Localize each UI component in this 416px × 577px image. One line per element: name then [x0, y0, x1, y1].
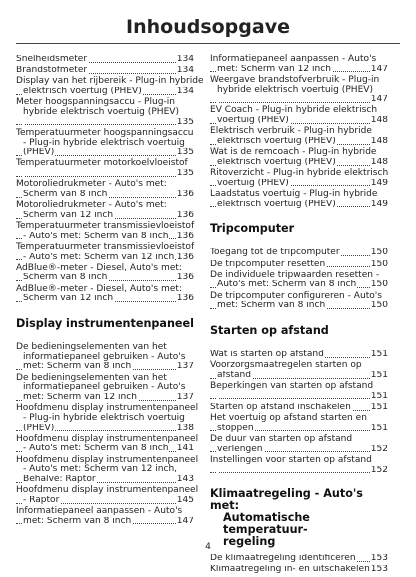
toc-entry-text: (PHEV) [23, 148, 55, 158]
toc-entry[interactable] [210, 106, 388, 125]
toc-entry[interactable] [210, 248, 388, 258]
toc-entry-text: Wat is de remcoach - Plug-in hybride [210, 147, 377, 158]
toc-entry-text: EV Coach - Plug-in hybride elektrisch [210, 105, 378, 116]
toc-entry-text: voertuig (PHEV) [217, 116, 289, 126]
toc-entry-text: Hoofdmenu display instrumentenpaneel [16, 485, 199, 496]
toc-entry-text: afstand [217, 370, 252, 380]
toc-entry-page-number: 148 [370, 137, 388, 146]
toc-entry-page-number: 149 [370, 199, 388, 209]
toc-entry-text: Temperatuurmeter motorkoelvloeistof [16, 158, 188, 169]
toc-entry-text: met: Scherm van 8 inch [217, 301, 326, 311]
toc-entry-text: Ritoverzicht - Plug-in hybride elektrisch [210, 168, 389, 179]
page-number: 4 [205, 542, 211, 552]
toc-entry-page-number: 150 [370, 259, 388, 269]
toc-group-trip [210, 248, 388, 311]
section-heading-climate [210, 488, 388, 548]
toc-entry-text: Motoroliedrukmeter - Auto's met: [16, 179, 167, 190]
title-divider [16, 43, 400, 44]
toc-entry-text: Elektrisch verbruik - Plug-in hybride [210, 126, 372, 137]
toc-entry[interactable] [210, 414, 388, 433]
toc-entry-text: Scherm van 8 inch [23, 189, 108, 199]
toc-entry-text: - Raptor [23, 495, 60, 505]
toc-entry-text: - Auto's met: Scherm van 8 inch [23, 231, 169, 241]
toc-entry-page-number: 143 [176, 474, 194, 484]
toc-entry-text: hybride elektrisch voertuig (PHEV) [217, 84, 374, 95]
toc-entry-text: De klimaatregeling identificeren [210, 554, 356, 564]
toc-entry-page-number: 136 [176, 294, 194, 304]
toc-entry[interactable] [16, 403, 199, 433]
toc-entry[interactable] [210, 55, 388, 74]
toc-entry-text: elektrisch voertuig (PHEV) [217, 137, 336, 146]
toc-group-gauges [16, 55, 204, 304]
toc-entry-text: Scherm van 8 inch [23, 273, 108, 283]
toc-entry[interactable] [210, 148, 388, 167]
toc-entry-text: Hoofdmenu display instrumentenpaneel [16, 454, 199, 465]
toc-group-remote [210, 350, 388, 475]
toc-entry-page-number: 149 [370, 178, 388, 188]
toc-entry-text [217, 466, 218, 475]
toc-entry-text: AdBlue®-meter - Diesel, Auto's met: [16, 262, 182, 273]
toc-entry-text: AdBlue®-meter - Diesel, Auto's met: [16, 283, 182, 294]
toc-entry[interactable] [16, 76, 204, 97]
toc-entry-text: Motoroliedrukmeter - Auto's met: [16, 200, 167, 211]
section-heading-climate-line: regeling [223, 535, 276, 549]
toc-entry-page-number: 137 [176, 392, 194, 402]
section-heading-tripcomputer: Tripcomputer [210, 222, 295, 236]
toc-entry-page-number: 135 [176, 169, 194, 179]
toc-entry-text: met: Scherm van 12 inch [217, 64, 331, 74]
toc-entry[interactable] [210, 76, 388, 105]
toc-group-info [210, 55, 388, 209]
toc-entry-page-number: 151 [370, 423, 388, 433]
toc-entry-page-number: 145 [176, 495, 194, 505]
toc-entry-text: elektrisch voertuig (PHEV) [23, 87, 142, 97]
toc-entry[interactable] [16, 243, 194, 262]
toc-entry-page-number: 137 [176, 362, 194, 372]
toc-entry[interactable] [16, 201, 194, 220]
section-heading-display: Display instrumentenpaneel [16, 317, 194, 330]
toc-entry[interactable] [210, 456, 388, 475]
toc-entry-text: De individuele tripwaarden resetten - [210, 269, 380, 280]
toc-entry-text: Starten op afstand inschakelen [210, 402, 351, 412]
toc-entry-page-number: 147 [370, 95, 388, 105]
toc-entry-text: Instellingen voor starten op afstand [210, 454, 372, 465]
toc-entry[interactable] [210, 190, 388, 209]
toc-entry-text [23, 169, 24, 178]
toc-entry[interactable] [16, 129, 194, 158]
section-heading-remote-start: Starten op afstand [210, 323, 329, 337]
toc-entry-page-number: 152 [370, 465, 388, 475]
toc-entry-page-number: 141 [176, 444, 194, 454]
section-heading-climate-line: Klimaatregeling - Auto's met: [210, 487, 363, 513]
toc-entry-text: hybride elektrisch voertuig (PHEV) [23, 106, 180, 117]
toc-entry-text: Auto's met: Scherm van 8 inch [217, 280, 357, 290]
toc-entry-page-number: 153 [370, 565, 388, 575]
toc-entry-text: Informatiepaneel aanpassen - Auto's [210, 54, 377, 64]
toc-entry-text: Scherm van 12 inch [23, 210, 114, 220]
toc-entry-text: Meter hoogspanningsaccu - Plug-in [16, 97, 175, 108]
toc-entry[interactable] [210, 361, 388, 380]
toc-entry-text: met: Scherm van 12 inch [23, 392, 137, 402]
toc-entry-text: Temperatuurmeter hoogspanningsaccu [16, 127, 194, 138]
toc-entry-text: elektrisch voertuig (PHEV) [217, 199, 336, 209]
toc-entry-page-number: 153 [370, 554, 388, 564]
toc-entry[interactable] [210, 382, 388, 401]
toc-entry-text [217, 392, 218, 401]
toc-entry-text: De bedieningselementen van het [16, 342, 167, 352]
toc-entry-text: Brandstofmeter [16, 66, 88, 76]
toc-entry[interactable] [210, 403, 388, 413]
toc-entry-page-number: 134 [176, 66, 194, 76]
toc-entry-page-number: 152 [370, 444, 388, 454]
toc-entry-text: Toegang tot de tripcomputer [210, 248, 340, 258]
toc-entry[interactable] [210, 127, 388, 146]
toc-entry-text: informatiepaneel gebruiken - Auto's [23, 351, 186, 362]
toc-entry[interactable] [16, 180, 194, 199]
toc-entry-text: Scherm van 12 inch [23, 294, 114, 304]
toc-entry[interactable] [210, 292, 388, 311]
toc-entry[interactable] [16, 159, 194, 178]
toc-entry-page-number: 147 [176, 516, 194, 526]
toc-entry-text: Behalve: Raptor [23, 474, 96, 484]
toc-entry[interactable] [16, 485, 199, 505]
toc-entry-page-number: 150 [370, 301, 388, 311]
toc-entry-text: Hoofdmenu display instrumentenpaneel [16, 403, 199, 414]
toc-entry[interactable] [210, 260, 388, 270]
toc-group-climate [210, 554, 388, 575]
toc-entry-text: Laadstatus voertuig - Plug-in hybride [210, 188, 378, 199]
toc-entry-page-number: 136 [176, 252, 194, 262]
toc-entry-text: Voorzorgsmaatregelen starten op [210, 360, 362, 371]
toc-entry[interactable] [210, 350, 388, 360]
toc-entry-page-number: 134 [176, 87, 194, 97]
toc-entry-page-number: 134 [176, 55, 194, 64]
toc-entry-text: Beperkingen van starten op afstand [210, 381, 374, 391]
toc-entry-page-number: 150 [370, 280, 388, 290]
toc-entry[interactable] [16, 222, 194, 241]
toc-entry[interactable] [16, 454, 199, 485]
toc-entry-page-number: 151 [370, 402, 388, 412]
page-title: Inhoudsopgave [126, 16, 290, 38]
toc-entry-page-number: 148 [370, 116, 388, 126]
toc-entry[interactable] [16, 433, 199, 454]
toc-entry[interactable] [210, 554, 388, 564]
toc-entry[interactable] [16, 343, 194, 372]
toc-entry-page-number: 150 [370, 248, 388, 258]
toc-entry-text: elektrisch voertuig (PHEV) [217, 157, 336, 167]
toc-entry-page-number: 135 [176, 117, 194, 127]
toc-entry-text: De bedieningselementen van het [16, 372, 167, 383]
toc-entry[interactable] [16, 264, 194, 283]
toc-entry-page-number: 148 [370, 157, 388, 167]
toc-entry-text: Snelheidsmeter [16, 55, 88, 64]
toc-entry-text: Klimaatregeling in- en uitschakelen [210, 565, 370, 575]
toc-entry-page-number: 135 [176, 148, 194, 158]
toc-entry-page-number: 136 [176, 189, 194, 199]
toc-entry-text: stoppen [217, 423, 254, 433]
toc-entry[interactable] [16, 285, 194, 304]
toc-entry-text: Weergave brandstofverbruik - Plug-in [210, 74, 380, 85]
toc-entry-text: Hoofdmenu display instrumentenpaneel [16, 433, 199, 444]
toc-entry-text: voertuig (PHEV) [217, 178, 289, 188]
toc-entry-text: met: Scherm van 8 inch [23, 362, 132, 372]
toc-entry-page-number: 136 [176, 273, 194, 283]
toc-right-column [210, 55, 388, 577]
toc-entry-text: De tripcomputer resetten [210, 259, 326, 269]
toc-group-display [16, 342, 199, 526]
toc-entry-text: - Auto's met: Scherm van 12 inch, [23, 464, 178, 475]
toc-entry[interactable] [16, 374, 194, 403]
toc-entry-text: De duur van starten op afstand [210, 433, 353, 444]
toc-entry-text [23, 118, 24, 127]
toc-entry-text: verlengen [217, 444, 263, 454]
section-heading-climate-line: Automatische temperatuur- [223, 511, 310, 537]
toc-entry[interactable] [210, 565, 388, 575]
toc-entry-text: Display van het rijbereik - Plug-in hybride [16, 76, 204, 87]
toc-entry-text: informatiepaneel gebruiken - Auto's [23, 382, 186, 393]
toc-entry-text: Informatiepaneel aanpassen - Auto's [16, 506, 183, 516]
toc-entry-text: - Auto's met: Scherm van 12 inch [23, 252, 175, 262]
toc-entry-page-number: 136 [176, 231, 194, 241]
toc-entry-text: - Plug-in hybride elektrisch voertuig [23, 412, 185, 423]
toc-entry-text: De tripcomputer configureren - Auto's [210, 290, 382, 301]
toc-entry-page-number: 151 [370, 349, 388, 359]
toc-entry-page-number: 151 [370, 391, 388, 401]
toc-entry-text: - Plug-in hybride elektrisch voertuig [23, 137, 185, 148]
toc-left-column [16, 55, 204, 528]
toc-entry-text: Het voertuig op afstand starten en [210, 413, 367, 424]
toc-entry[interactable] [210, 169, 388, 188]
toc-entry[interactable] [16, 507, 194, 526]
toc-entry[interactable] [16, 66, 194, 76]
toc-entry-text: Temperatuurmeter transmissievloeistof [16, 241, 195, 252]
toc-entry-text: - Auto's met: Scherm van 8 inch [23, 444, 169, 454]
toc-entry-text: (PHEV) [23, 423, 55, 433]
toc-entry[interactable] [210, 271, 388, 290]
toc-entry-page-number: 138 [176, 423, 194, 433]
toc-entry-page-number: 151 [370, 370, 388, 380]
toc-entry-page-number: 147 [370, 64, 388, 74]
toc-entry-page-number: 136 [176, 210, 194, 220]
toc-entry[interactable] [16, 98, 194, 127]
toc-entry-text: Wat is starten op afstand [210, 349, 324, 359]
toc-entry[interactable] [210, 435, 388, 454]
toc-entry-text [217, 95, 218, 104]
toc-entry[interactable] [16, 55, 194, 65]
toc-entry-text: Temperatuurmeter transmissievloeistof [16, 221, 195, 231]
toc-entry-text: met: Scherm van 8 inch [23, 516, 132, 526]
